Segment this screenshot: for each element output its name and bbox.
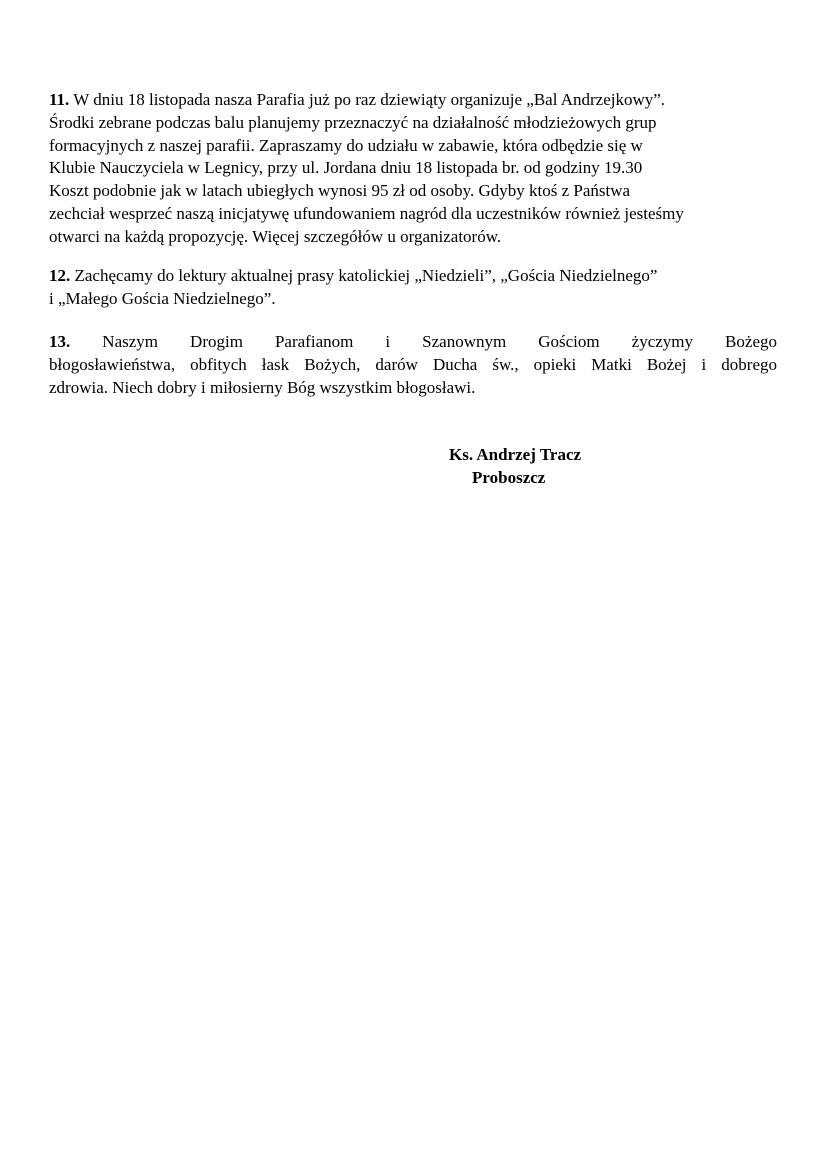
announcement-12 xyxy=(49,265,777,311)
announcement-12-line-1-text: Zachęcamy do lektury aktualnej prasy katolickiej „Niedzieli”, „Gościa Niedzielnego” xyxy=(70,266,658,285)
announcement-11-line-3: formacyjnych z naszej parafii. Zapraszamy do udziału w zabawie, która odbędzie się w xyxy=(49,135,643,155)
announcement-11-line-5: Koszt podobnie jak w latach ubiegłych wynosi 95 zł od osoby. Gdyby ktoś z Państwa xyxy=(49,181,631,201)
announcement-11-line-4: Klubie Nauczyciela w Legnicy, przy ul. Jordana dniu 18 listopada br. od godziny 19.30 xyxy=(49,158,643,178)
announcement-13-number: 13. xyxy=(49,332,71,351)
signature-name: Ks. Andrzej Tracz xyxy=(449,445,582,464)
announcement-13-line-1-text: Naszym Drogim Parafianom i Szanownym Gościom życzymy Bożego xyxy=(102,332,777,351)
announcement-11-line-2: Środki zebrane podczas balu planujemy przeznaczyć na działalność młodzieżowych grup xyxy=(49,112,657,132)
announcement-13-line-1 xyxy=(49,331,777,354)
announcement-13-line-3: zdrowia. Niech dobry i miłosierny Bóg wszystkim błogosławi. xyxy=(49,377,476,397)
announcement-11-line-6: zechciał wesprzeć naszą inicjatywę ufundowaniem nagród dla uczestników również jesteśmy xyxy=(49,203,684,223)
signature-role: Proboszcz xyxy=(472,468,546,487)
announcement-13-line-2: błogosławieństwa, obfitych łask Bożych, darów Ducha św., opieki Matki Bożej i dobrego xyxy=(49,354,777,374)
announcement-11-number: 11. xyxy=(49,90,70,109)
announcement-11-line-1 xyxy=(49,89,777,112)
announcement-12-line-1 xyxy=(49,265,777,288)
announcement-11 xyxy=(49,89,777,249)
announcement-13 xyxy=(49,331,777,399)
announcement-11-line-7: otwarci na każdą propozycję. Więcej szczegółów u organizatorów. xyxy=(49,226,502,246)
announcement-12-number: 12. xyxy=(49,266,71,285)
announcement-12-line-2: i „Małego Gościa Niedzielnego”. xyxy=(49,288,276,308)
announcement-11-line-1-text: W dniu 18 listopada nasza Parafia już po raz dziewiąty organizuje „Bal Andrzejkowy”. xyxy=(69,90,666,109)
